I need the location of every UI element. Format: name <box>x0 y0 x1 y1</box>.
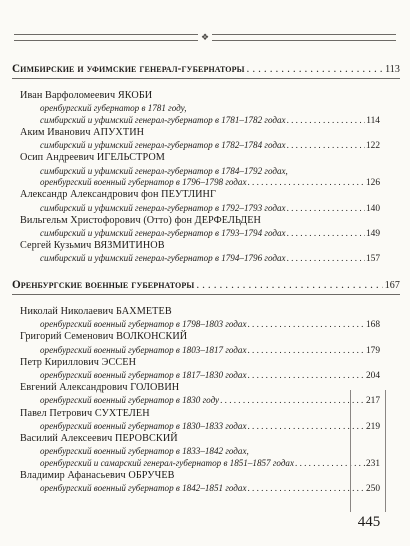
entry-text: оренбургский губернатор в 1781 году, <box>40 103 187 114</box>
entry-page: 168 <box>365 320 380 331</box>
entry-page: 140 <box>365 203 380 214</box>
toc-entry <box>40 345 380 357</box>
leader-dots <box>287 253 365 264</box>
leader-dots <box>287 140 365 151</box>
entry-text: симбирский и уфимский генерал-губернатор в 1794–1796 годах <box>40 253 286 264</box>
toc-entry <box>40 103 380 114</box>
section-page: 113 <box>385 64 400 75</box>
entry-text: симбирский и уфимский генерал-губернатор в 1792–1793 годах <box>40 202 286 213</box>
entry-text: оренбургский военный губернатор в 1830 году <box>40 395 220 406</box>
person-name: Вильгельм Христофорович (Отто) фон ДЕРФЕЛЬДЕН <box>20 214 262 226</box>
person-name: Осип Андреевич ИГЕЛЬСТРОМ <box>20 152 165 164</box>
entry-page: 179 <box>365 345 380 356</box>
person-name: Григорий Семенович ВОЛКОНСКИЙ <box>20 331 188 343</box>
section-rule <box>12 78 400 79</box>
folio-frame <box>350 390 386 512</box>
entry-text: оренбургский и самарский генерал-губернатор в 1851–1857 годах <box>40 457 295 468</box>
section-page: 167 <box>384 280 400 291</box>
section-heading <box>12 278 400 293</box>
toc-entry <box>40 253 380 265</box>
entry-text: оренбургский военный губернатор в 1803–1817 годах <box>40 344 247 355</box>
toc-entry <box>40 458 380 470</box>
person-name: Павел Петрович СУХТЕЛЕН <box>20 407 150 419</box>
person-name: Иван Варфоломеевич ЯКОБИ <box>20 90 153 101</box>
section-title: Оренбургские военные губернаторы <box>12 279 195 291</box>
leader-dots <box>196 278 382 292</box>
entry-page: 219 <box>365 421 380 432</box>
toc-entry <box>40 177 380 189</box>
entry-page: 149 <box>365 229 380 239</box>
leader-dots <box>247 370 364 381</box>
ornament-icon: ❖ <box>198 33 212 42</box>
entry-page: 231 <box>365 458 380 469</box>
leader-dots <box>287 115 366 126</box>
toc-entry <box>40 421 380 433</box>
person-name: Петр Кириллович ЭССЕН <box>20 356 137 368</box>
toc-entry <box>40 166 380 177</box>
entry-page: 217 <box>365 396 380 407</box>
person-name: Евгений Александрович ГОЛОВИН <box>20 382 180 394</box>
leader-dots <box>247 319 364 330</box>
toc-entry <box>40 319 380 331</box>
entry-page: 204 <box>365 371 380 381</box>
toc-entry <box>40 483 380 495</box>
section-rule <box>12 294 400 295</box>
leader-dots <box>287 203 365 214</box>
leader-dots <box>220 395 365 406</box>
leader-dots <box>247 345 364 356</box>
person-name: Сергей Кузьмич ВЯЗМИТИНОВ <box>20 240 165 252</box>
entry-text: симбирский и уфимский генерал-губернатор в 1784–1792 годах, <box>40 165 288 176</box>
toc-entry <box>40 395 380 407</box>
entry-text: оренбургский военный губернатор в 1833–1842 годах, <box>40 446 249 457</box>
entry-text: оренбургский военный губернатор в 1798–1803 годах <box>40 319 247 330</box>
entry-text: оренбургский военный губернатор в 1842–1851 годах <box>40 483 247 494</box>
section-title: Симбирские и уфимские генерал-губернаторы <box>12 63 245 75</box>
entry-text: симбирский и уфимский генерал-губернатор в 1793–1794 годах <box>40 228 286 238</box>
toc-entry <box>40 140 380 152</box>
entry-page: 250 <box>365 484 380 495</box>
leader-dots <box>247 483 364 494</box>
person-name: Василий Алексеевич ПЕРОВСКИЙ <box>20 433 178 444</box>
person-name: Александр Александрович фон ПЕУТЛИНГ <box>20 189 216 201</box>
person-name: Аким Иванович АПУХТИН <box>20 127 145 138</box>
toc-entry <box>40 203 380 215</box>
entry-page: 157 <box>365 254 380 265</box>
toc-entry <box>40 228 380 240</box>
entry-text: симбирский и уфимский генерал-губернатор в 1781–1782 годах <box>40 114 286 125</box>
entry-text: оренбургский военный губернатор в 1796–1798 годах <box>40 177 247 188</box>
person-name: Владимир Афанасьевич ОБРУЧЕВ <box>20 470 175 481</box>
page-number: 445 <box>357 514 381 530</box>
leader-dots <box>247 62 384 76</box>
entry-text: оренбургский военный губернатор в 1817–1830 годах <box>40 370 247 380</box>
entry-page: 122 <box>365 141 380 152</box>
leader-dots <box>247 177 364 188</box>
leader-dots <box>287 228 365 239</box>
entry-page: 126 <box>365 178 380 189</box>
entry-page: 114 <box>366 115 380 126</box>
toc-entry <box>40 115 380 127</box>
person-name: Николай Николаевич БАХМЕТЕВ <box>20 306 172 317</box>
entry-text: симбирский и уфимский генерал-губернатор в 1782–1784 годах <box>40 140 286 151</box>
entry-text: оренбургский военный губернатор в 1830–1833 годах <box>40 420 247 431</box>
leader-dots <box>247 421 364 432</box>
toc-entry <box>40 370 380 382</box>
toc-entry <box>40 446 380 457</box>
section-heading <box>12 62 400 77</box>
